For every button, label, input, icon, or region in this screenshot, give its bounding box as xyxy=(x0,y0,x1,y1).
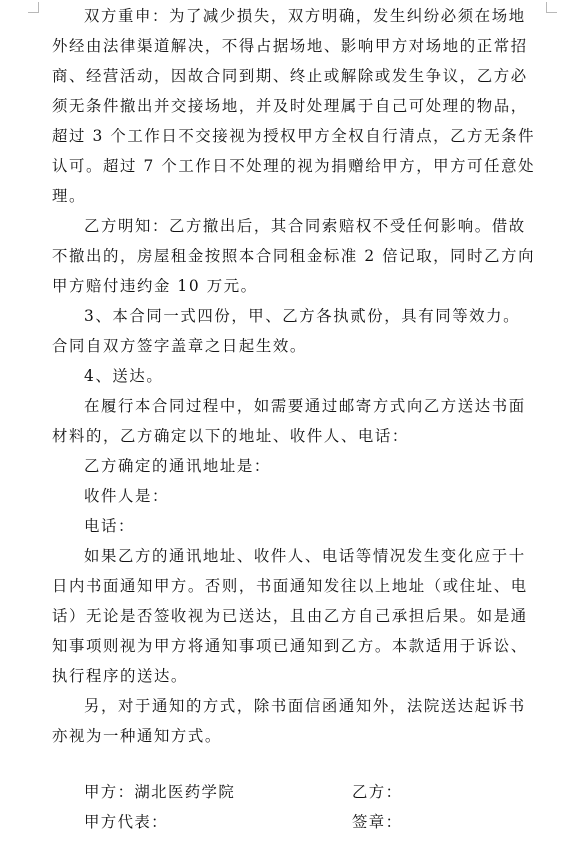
paragraph-line: 理。 xyxy=(52,187,86,205)
paragraph-line: 双方重申：为了减少损失，双方明确，发生纠纷必须在场地 xyxy=(84,7,526,25)
phone-label: 电话： xyxy=(84,517,135,535)
paragraph-line: 外经由法律渠道解决，不得占据场地、影响甲方对场地的正常招 xyxy=(52,37,528,55)
party-a-representative-label: 甲方代表： xyxy=(84,813,168,831)
section-heading: 4、送达。 xyxy=(84,367,164,385)
paragraph-line: 甲方赔付违约金 10 万元。 xyxy=(52,277,258,295)
paragraph-line: 认可。超过 7 个工作日不处理的视为捐赠给甲方，甲方可任意处 xyxy=(52,157,536,175)
paragraph-line: 日内书面通知甲方。否则，书面通知发往以上地址（或住址、电 xyxy=(52,577,528,595)
paragraph-line: 话）无论是否签收视为已送达，且由乙方自己承担后果。如是通 xyxy=(52,607,528,625)
address-label: 乙方确定的通讯地址是： xyxy=(84,457,271,475)
paragraph-line: 亦视为一种通知方式。 xyxy=(52,727,222,745)
paragraph-line: 须无条件撤出并交接场地，并及时处理属于自己可处理的物品， xyxy=(52,97,528,115)
paragraph-line: 合同自双方签字盖章之日起生效。 xyxy=(52,337,307,355)
paragraph-line: 商、经营活动，因故合同到期、终止或解除或发生争议，乙方必 xyxy=(52,67,528,85)
paragraph-line: 不撤出的，房屋租金按照本合同租金标准 2 倍记取，同时乙方向 xyxy=(52,247,536,265)
party-b-seal-label: 签章： xyxy=(352,813,403,831)
paragraph-line: 超过 3 个工作日不交接视为授权甲方全权自行清点，乙方无条件 xyxy=(52,127,536,145)
paragraph-line: 执行程序的送达。 xyxy=(52,667,188,685)
paragraph-line: 材料的，乙方确定以下的地址、收件人、电话： xyxy=(52,427,409,445)
recipient-label: 收件人是： xyxy=(84,487,169,505)
party-b-label: 乙方： xyxy=(352,783,403,801)
paragraph-line: 在履行本合同过程中，如需要通过邮寄方式向乙方送达书面 xyxy=(84,397,526,415)
paragraph-line: 知事项则视为甲方将通知事项已通知到乙方。本款适用于诉讼、 xyxy=(52,637,528,655)
party-a-name: 甲方：湖北医药学院 xyxy=(84,783,236,801)
paragraph-line: 乙方明知：乙方撤出后，其合同索赔权不受任何影响。借故 xyxy=(84,217,526,235)
margin-corner-mark xyxy=(28,2,39,13)
paragraph-line: 3、本合同一式四份，甲、乙方各执贰份，具有同等效力。 xyxy=(84,307,521,325)
paragraph-line: 另，对于通知的方式，除书面信函通知外，法院送达起诉书 xyxy=(84,697,526,715)
paragraph-line: 如果乙方的通讯地址、收件人、电话等情况发生变化应于十 xyxy=(84,547,526,565)
